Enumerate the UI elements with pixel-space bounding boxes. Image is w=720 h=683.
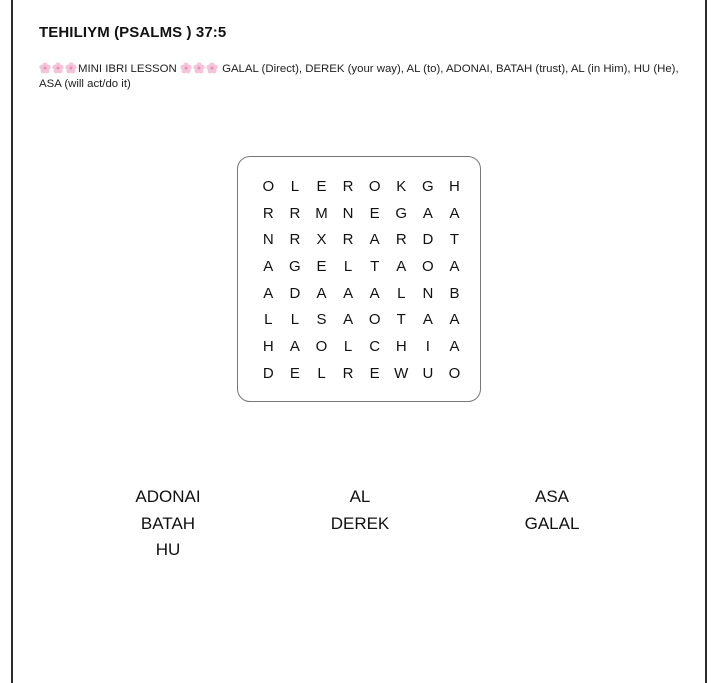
flower-icon [180, 62, 192, 74]
grid-letter: D [422, 231, 434, 249]
grid-letter: O [262, 178, 275, 195]
grid-letter: U [422, 364, 434, 382]
lesson-vocabulary: GALAL (Direct), DEREK (your way), AL (to), ADONAI, BATAH (trust), AL (in Him), HU (He), ASA (will act/do it) [39, 63, 679, 90]
grid-letter: R [342, 231, 354, 249]
lesson-text [39, 62, 689, 92]
grid-letter: R [289, 204, 301, 222]
flower-icon [39, 62, 51, 74]
grid-letter: A [263, 258, 274, 276]
grid-letter: G [289, 258, 301, 276]
grid-letter: L [397, 284, 406, 302]
page-border-right [705, 0, 707, 683]
grid-letter: N [262, 231, 274, 249]
word-list-item: GALAL [524, 514, 580, 533]
grid-letter: D [289, 284, 301, 302]
grid-letter: L [343, 338, 353, 356]
flower-group-left [39, 63, 78, 75]
grid-letter: T [370, 258, 380, 276]
grid-letter: A [449, 338, 460, 356]
word-list-item: HU [155, 540, 181, 559]
grid-letter: A [316, 284, 327, 302]
grid-letter: R [342, 364, 354, 382]
grid-letter: E [289, 364, 300, 382]
grid-letter: A [422, 204, 433, 222]
grid-letter: R [342, 178, 354, 195]
grid-letter: R [262, 204, 274, 222]
grid-letter: L [343, 258, 353, 276]
grid-letter: E [369, 204, 380, 222]
flower-icon [206, 62, 218, 74]
grid-letter: O [315, 338, 328, 356]
flower-icon [193, 62, 205, 74]
grid-letter: X [316, 231, 327, 249]
grid-letter: E [369, 364, 380, 382]
grid-letter: A [289, 338, 300, 356]
grid-letter: S [316, 311, 327, 329]
word-search-grid [255, 174, 468, 388]
word-list-item: DEREK [330, 514, 390, 533]
grid-letter: A [396, 258, 407, 276]
grid-letter: L [264, 311, 273, 329]
grid-letter: I [425, 338, 430, 356]
grid-letter: T [396, 311, 406, 329]
page-title: TEHILIYM (PSALMS ) 37:5 [39, 24, 227, 41]
grid-letter: L [290, 311, 300, 329]
word-list-item: BATAH [140, 514, 196, 533]
grid-letter: G [395, 204, 408, 222]
grid-letter: N [422, 284, 434, 302]
grid-letter: O [448, 364, 461, 382]
word-list-item: AL [349, 487, 371, 506]
grid-letter: A [343, 284, 354, 302]
grid-letter: T [449, 231, 460, 249]
grid-letter: A [369, 231, 380, 249]
grid-letter: A [449, 204, 460, 222]
word-list-item: ADONAI [135, 487, 201, 506]
grid-letter: B [449, 284, 460, 302]
grid-letter: R [395, 231, 407, 249]
page-border-left [11, 0, 13, 683]
grid-letter: A [263, 284, 274, 302]
grid-letter: O [368, 178, 381, 195]
word-list-item: ASA [534, 487, 570, 506]
grid-letter: M [315, 204, 328, 222]
lesson-label: MINI IBRI LESSON [78, 63, 177, 75]
grid-letter: L [317, 364, 326, 382]
grid-letter: W [394, 364, 409, 382]
grid-letter: L [290, 178, 300, 195]
grid-letter: E [316, 258, 327, 276]
grid-letter: A [449, 258, 460, 276]
grid-letter: H [262, 338, 274, 356]
flower-group-right [180, 63, 219, 75]
grid-letter: A [369, 284, 380, 302]
grid-letter: N [342, 204, 354, 222]
grid-letter: C [369, 338, 381, 356]
grid-letter: K [396, 178, 407, 195]
flower-icon [65, 62, 77, 74]
flower-icon [52, 62, 64, 74]
grid-letter: H [449, 178, 460, 195]
grid-letter: H [395, 338, 407, 356]
grid-letter: D [262, 364, 274, 382]
grid-letter: A [343, 311, 354, 329]
grid-letter: O [368, 311, 381, 329]
grid-letter: E [316, 178, 327, 195]
grid-letter: R [289, 231, 301, 249]
grid-letter: A [449, 311, 460, 329]
grid-letter: A [422, 311, 433, 329]
grid-letter: G [422, 178, 434, 195]
grid-letter: O [422, 258, 434, 276]
